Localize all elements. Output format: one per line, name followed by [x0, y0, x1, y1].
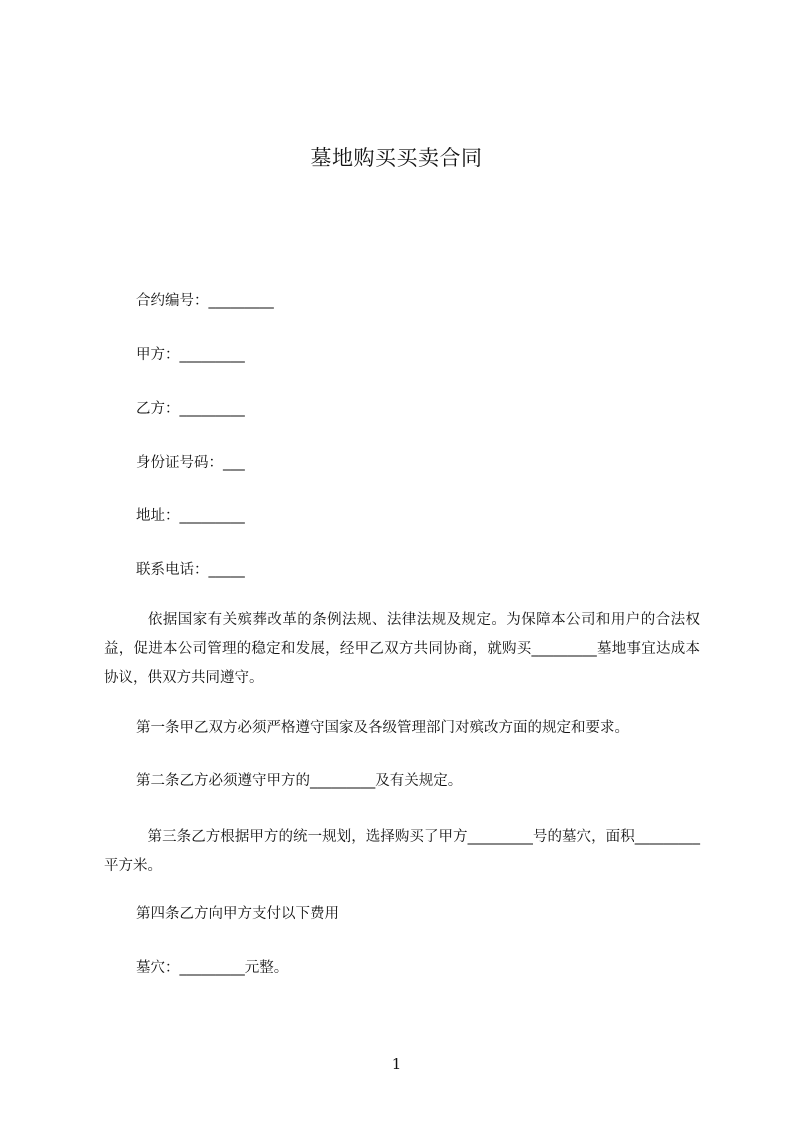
contract-number-field: 合约编号：_________	[136, 293, 274, 309]
party-a-field: 甲方：_________	[136, 347, 245, 363]
article-1: 第一条甲乙双方必须严格遵守国家及各级管理部门对殡改方面的规定和要求。	[136, 720, 629, 736]
page-number: 1	[391, 1055, 402, 1073]
id-number-field: 身份证号码：___	[136, 455, 245, 471]
article-3: 第三条乙方根据甲方的统一规划，选择购买了甲方_________号的墓穴，面积_________平方米。	[104, 829, 700, 874]
article-4: 第四条乙方向甲方支付以下费用	[136, 906, 339, 922]
article-2: 第二条乙方必须遵守甲方的_________及有关规定。	[136, 773, 463, 789]
phone-field: 联系电话：_____	[136, 562, 245, 578]
intro-paragraph: 依据国家有关殡葬改革的条例法规、法律法规及规定。为保障本公司和用户的合法权益，促进本公司管理的稳定和发展，经甲乙双方共同协商，就购买_________墓地事宜达成本协议，供双方共同遵守。	[104, 612, 700, 686]
address-field: 地址：_________	[136, 508, 245, 524]
party-b-field: 乙方：_________	[136, 401, 245, 417]
document-title: 墓地购买买卖合同	[310, 146, 483, 170]
fee-tomb-field: 墓穴：_________元整。	[136, 960, 289, 976]
